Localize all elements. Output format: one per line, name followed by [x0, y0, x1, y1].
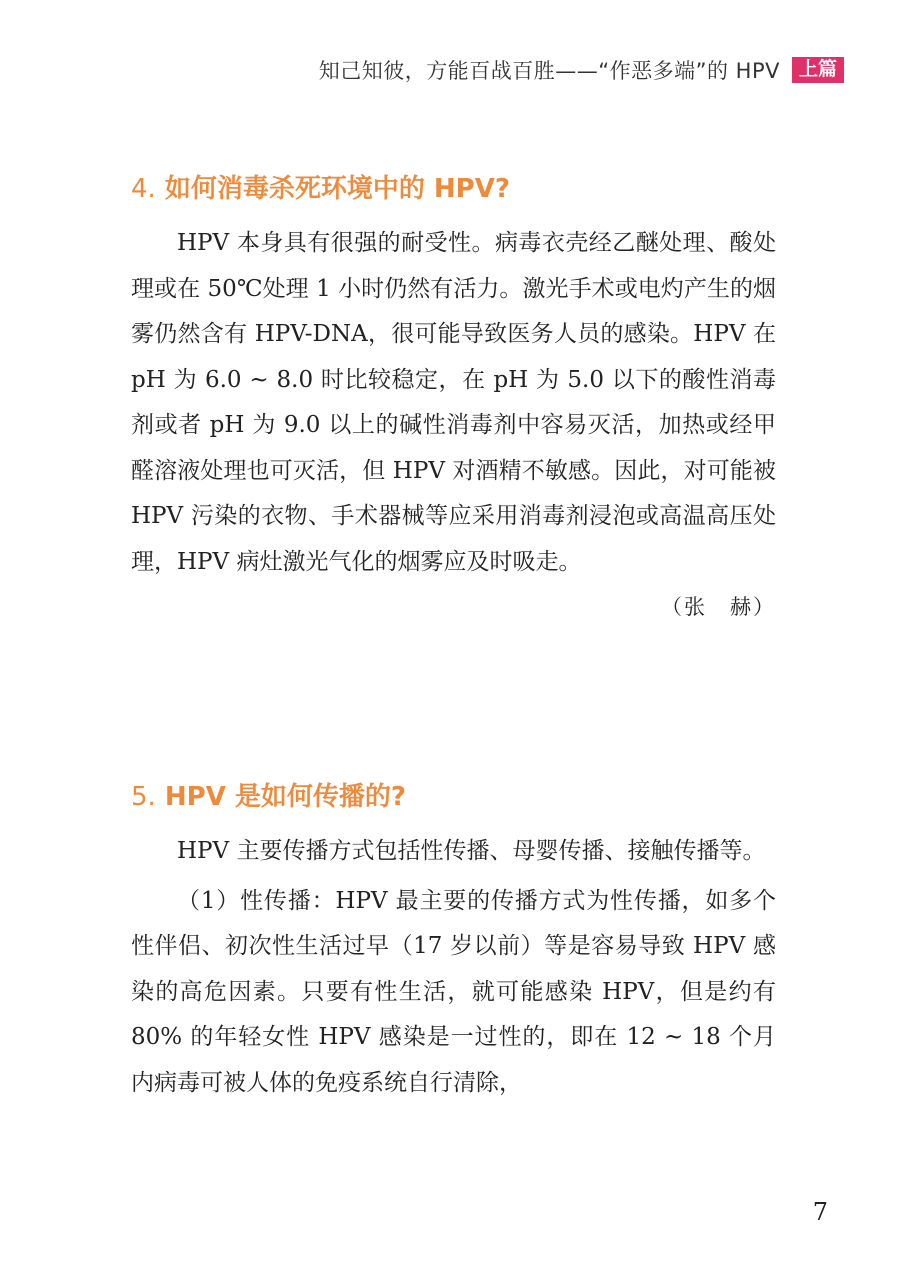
- author-credit: （张 赫）: [661, 595, 776, 619]
- running-header: [319, 55, 844, 85]
- section-4-title: 如何消毒杀死环境中的 HPV?: [164, 174, 510, 204]
- section-4: [131, 168, 776, 621]
- section-5: [131, 776, 776, 1106]
- section-4-paragraph: HPV 本身具有很强的耐受性。病毒衣壳经乙醚处理、酸处理或在 50℃处理 1 小时仍然有活力。激光手术或电灼产生的烟雾仍然含有 HPV-DNA，很可能导致医务人员的感染。HPV 在 pH 为 6.0 ~ 8.0 时比较稳定，在 pH 为 5.0 以下的酸性消毒剂或者 pH 为 9.0 以上的碱性消毒剂中容易灭活，加热或经甲醛溶液处理也可灭活，但 HPV 对酒精不敏感。因此，对可能被 HPV 污染的衣物、手术器械等应采用消毒剂浸泡或高温高压处理，HPV 病灶激光气化的烟雾应及时吸走。: [131, 230, 776, 575]
- section-5-heading: [131, 776, 776, 813]
- section-5-paragraph-2: （1）性传播：HPV 最主要的传播方式为性传播，如多个性伴侣、初次性生活过早（17 岁以前）等是容易导致 HPV 感染的高危因素。只要有性生活，就可能感染 HPV，但是约有 80% 的年轻女性 HPV 感染是一过性的，即在 12 ~ 18 个月内病毒可被人体的免疫系统自行清除，: [131, 887, 776, 1096]
- section-5-title: HPV 是如何传播的?: [164, 782, 406, 812]
- section-4-heading: [131, 168, 776, 205]
- section-5-number: 5.: [131, 782, 156, 812]
- running-title: 知己知彼，方能百战百胜——“作恶多端”的 HPV: [318, 59, 780, 83]
- page-number: 7: [812, 1198, 828, 1226]
- part-badge: 上篇: [792, 57, 844, 83]
- section-5-paragraph-1: HPV 主要传播方式包括性传播、母婴传播、接触传播等。: [177, 838, 766, 864]
- section-4-number: 4.: [131, 174, 156, 204]
